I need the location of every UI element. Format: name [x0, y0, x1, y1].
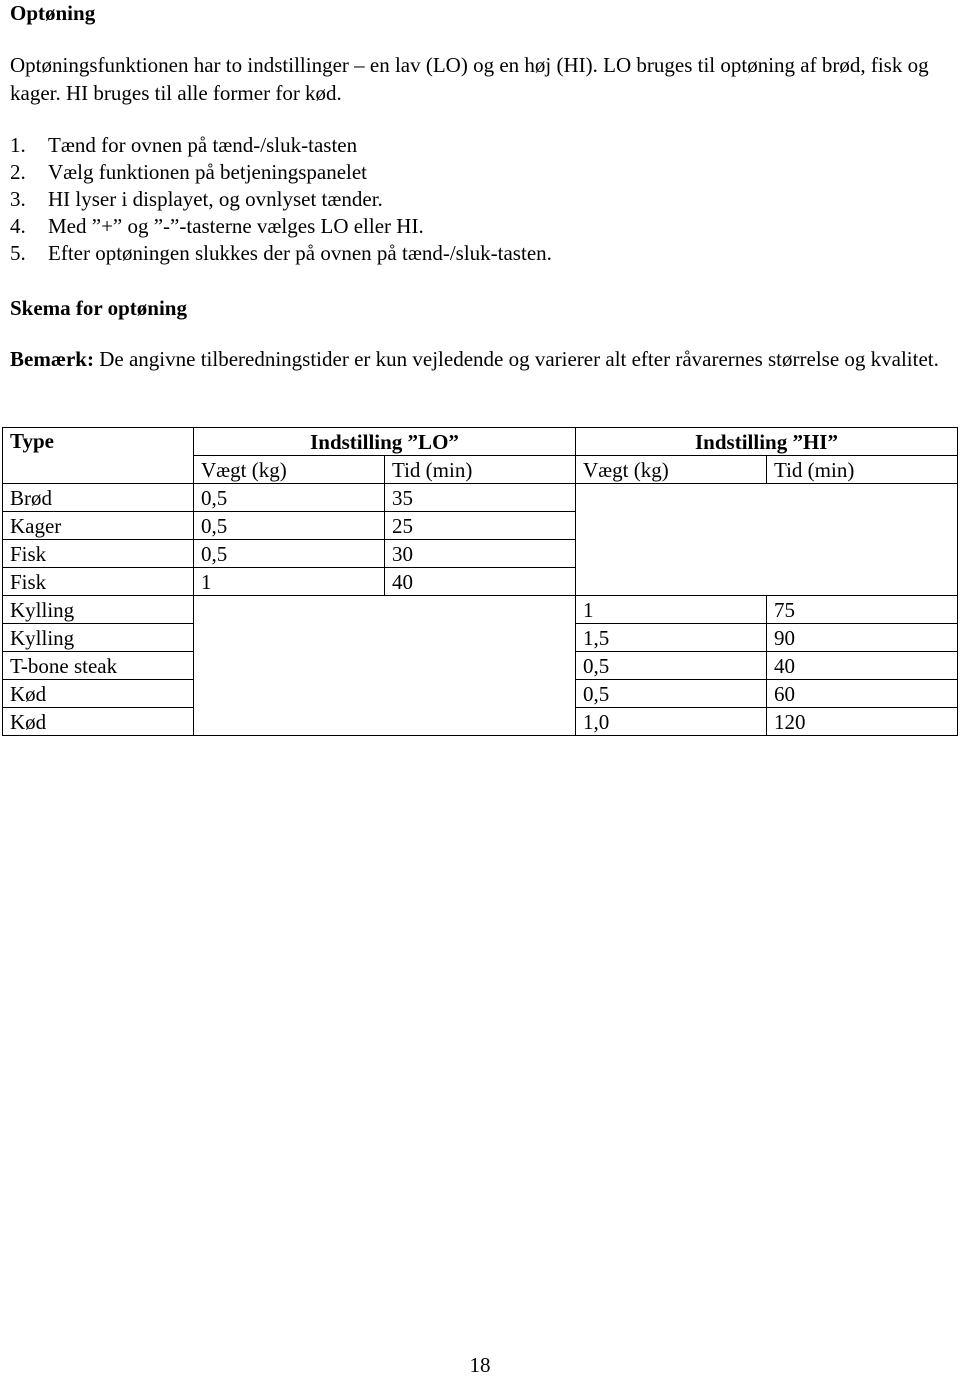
time-cell: 90	[767, 624, 958, 652]
step-number: 1.	[10, 133, 26, 157]
time-cell: 60	[767, 680, 958, 708]
step-number: 3.	[10, 187, 26, 211]
type-cell: Kager	[3, 512, 194, 540]
schema-title: Skema for optøning	[10, 296, 187, 320]
thaw-table	[2, 427, 958, 736]
table-row	[3, 596, 958, 624]
type-cell: T-bone steak	[3, 652, 194, 680]
weight-cell: 0,5	[576, 652, 767, 680]
type-cell: Fisk	[3, 540, 194, 568]
lo-time-header: Tid (min)	[385, 456, 576, 484]
page-title: Optøning	[10, 1, 96, 25]
weight-cell: 0,5	[576, 680, 767, 708]
time-cell: 40	[767, 652, 958, 680]
hi-weight-header: Vægt (kg)	[576, 456, 767, 484]
step-text: Vælg funktionen på betjeningspanelet	[48, 160, 368, 184]
time-cell: 120	[767, 708, 958, 736]
step-text: Tænd for ovnen på tænd-/sluk-tasten	[48, 133, 358, 157]
time-cell: 25	[385, 512, 576, 540]
type-cell: Kylling	[3, 596, 194, 624]
time-cell: 35	[385, 484, 576, 512]
lo-weight-header: Vægt (kg)	[194, 456, 385, 484]
step-item	[10, 240, 552, 267]
type-cell: Kød	[3, 708, 194, 736]
weight-cell: 0,5	[194, 540, 385, 568]
note-paragraph	[10, 345, 945, 373]
note-label: Bemærk:	[10, 347, 94, 371]
table-row	[3, 484, 958, 512]
note-text: De angivne tilberedningstider er kun vejledende og varierer alt efter råvarernes størrelse og kvalitet.	[93, 347, 939, 371]
type-cell: Brød	[3, 484, 194, 512]
empty-lo-cell	[194, 596, 576, 736]
weight-cell: 1	[576, 596, 767, 624]
page-number: 18	[469, 1353, 491, 1377]
weight-cell: 1,0	[576, 708, 767, 736]
type-cell: Kylling	[3, 624, 194, 652]
type-cell: Fisk	[3, 568, 194, 596]
step-text: HI lyser i displayet, og ovnlyset tænder.	[48, 187, 383, 211]
time-cell: 75	[767, 596, 958, 624]
step-number: 5.	[10, 241, 26, 265]
intro-paragraph: Optøningsfunktionen har to indstillinger – en lav (LO) og en høj (HI). LO bruges til optøning af brød, fisk og kager. HI bruges til alle former for kød.	[10, 53, 929, 105]
step-item	[10, 132, 552, 159]
hi-header: Indstilling ”HI”	[576, 428, 958, 456]
lo-header: Indstilling ”LO”	[194, 428, 576, 456]
weight-cell: 1,5	[576, 624, 767, 652]
step-number: 4.	[10, 214, 26, 238]
step-text: Med ”+” og ”-”-tasterne vælges LO eller HI.	[48, 214, 424, 238]
time-cell: 40	[385, 568, 576, 596]
step-list	[10, 132, 552, 267]
step-item	[10, 159, 552, 186]
empty-hi-cell	[576, 484, 958, 596]
weight-cell: 0,5	[194, 512, 385, 540]
time-cell: 30	[385, 540, 576, 568]
hi-time-header: Tid (min)	[767, 456, 958, 484]
type-cell: Kød	[3, 680, 194, 708]
step-item	[10, 186, 552, 213]
type-header: Type	[3, 428, 194, 484]
table-header-row	[3, 428, 958, 456]
weight-cell: 0,5	[194, 484, 385, 512]
weight-cell: 1	[194, 568, 385, 596]
step-number: 2.	[10, 160, 26, 184]
step-text: Efter optøningen slukkes der på ovnen på tænd-/sluk-tasten.	[48, 241, 552, 265]
step-item	[10, 213, 552, 240]
